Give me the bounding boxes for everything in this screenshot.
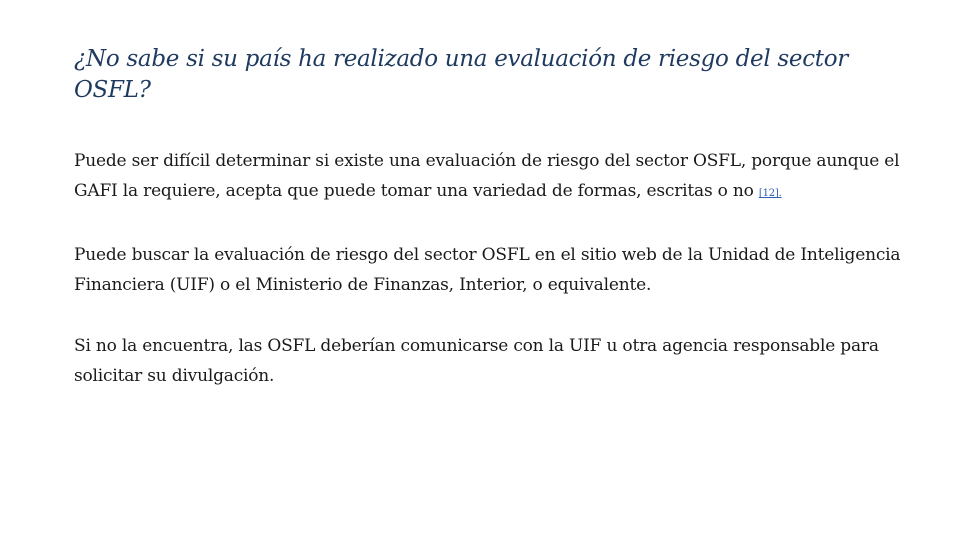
footnote-link-12[interactable]: [12]. (758, 188, 782, 199)
slide-title: ¿No sabe si su país ha realizado una evaluación de riesgo del sector OSFL? (74, 46, 848, 103)
paragraph-3: Si no la encuentra, las OSFL deberían comunicarse con la UIF u otra agencia responsable para solicitar su divulgación. (74, 336, 879, 386)
paragraph-1-text: Puede ser difícil determinar si existe una evaluación de riesgo del sector OSFL, porque aunque el GAFI la requiere, acepta que puede tomar una variedad de formas, escritas o no (74, 151, 900, 201)
slide-body (74, 146, 904, 422)
paragraph-2: Puede buscar la evaluación de riesgo del sector OSFL en el sitio web de la Unidad de Inteligencia Financiera (UIF) o el Ministerio de Finanzas, Interior, o equivalente. (74, 245, 901, 295)
paragraph-1 (74, 146, 904, 209)
